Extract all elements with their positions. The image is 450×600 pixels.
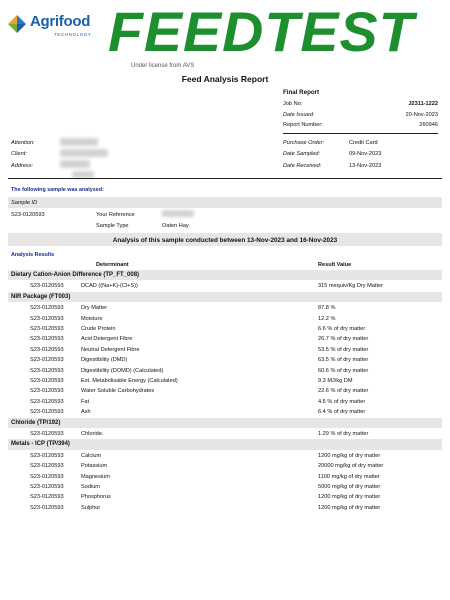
- redacted-attention: [60, 138, 98, 146]
- purchase-order-value: Credit Card: [349, 140, 378, 146]
- row-determinant: Magnesium: [81, 473, 110, 480]
- analysis-period-band: [8, 233, 442, 246]
- row-result: 63.5 % of dry matter: [318, 357, 369, 364]
- row-determinant: Dry Matter: [81, 305, 108, 312]
- row-result: 20000 mg/kg of dry matter: [318, 463, 384, 470]
- report-status: Final Report: [283, 89, 320, 96]
- row-determinant: Chloride.: [81, 431, 104, 437]
- row-determinant: Sulphur: [81, 504, 101, 511]
- row-determinant: Fat: [81, 398, 90, 405]
- job-number-label: Job No:: [283, 101, 303, 107]
- section-header: [8, 292, 442, 302]
- row-determinant: Ash: [81, 409, 91, 416]
- row-sample-id: S23-0120593: [30, 336, 64, 343]
- report-title: Feed Analysis Report: [181, 74, 269, 84]
- agrifood-logo-sub: TECHNOLOGY: [54, 32, 92, 37]
- row-sample-id: S23-0120593: [30, 283, 64, 290]
- table-row: [8, 397, 442, 407]
- table-row: [8, 407, 442, 417]
- row-sample-id: S23-0120593: [30, 367, 64, 374]
- report-number-label: Report Number:: [283, 122, 323, 128]
- row-determinant: Digestibility (DMD): [81, 357, 128, 364]
- redacted-client: [60, 149, 108, 157]
- job-number: [283, 101, 438, 110]
- sample-id: S23-0120593: [11, 212, 45, 218]
- attention-label: Attention:: [11, 140, 35, 146]
- redacted-address-2: [72, 171, 94, 178]
- section-header: [8, 439, 442, 449]
- agrifood-logo-name: Agrifood: [30, 13, 91, 30]
- agrifood-leaf-icon: [6, 13, 28, 35]
- row-result: 1200 mg/kg of dry matter: [318, 494, 381, 501]
- row-result: 12.2 %: [318, 315, 336, 322]
- row-result: 315 mequiv/Kg Dry Matter: [318, 283, 383, 290]
- row-result: 1.29 % of dry matter: [318, 431, 369, 437]
- agrifood-logo: [6, 13, 106, 45]
- table-row: [8, 472, 442, 482]
- row-determinant: Water Soluble Carbohydrates: [81, 388, 155, 395]
- reference-label: Your Reference: [96, 212, 135, 218]
- section-header: [8, 270, 442, 280]
- section-title: Chloride (TP/192): [11, 419, 61, 426]
- row-sample-id: S23-0120593: [30, 388, 64, 395]
- row-result: 6.6 % of dry matter: [318, 326, 366, 332]
- row-determinant: Calcium: [81, 452, 102, 459]
- row-sample-id: S23-0120593: [30, 494, 64, 501]
- section-title: Metals - ICP (TP/394): [11, 441, 70, 448]
- sample-intro: The following sample was analysed:: [11, 187, 104, 193]
- row-result: 53.5 % of dry matter: [318, 346, 369, 353]
- row-determinant: Potassium: [81, 463, 108, 470]
- table-row: [8, 482, 442, 492]
- row-sample-id: S23-0120593: [30, 473, 64, 480]
- table-row: [8, 451, 442, 461]
- row-sample-id: S23-0120593: [30, 378, 64, 384]
- date-issued: [283, 112, 438, 121]
- redacted-reference: [162, 210, 194, 217]
- row-sample-id: S23-0120593: [30, 305, 64, 312]
- feedtest-wordmark: FEEDTEST: [108, 0, 415, 63]
- row-result: 1100 mg/kg of dry matter: [318, 473, 380, 480]
- row-sample-id: S23-0120593: [30, 484, 64, 490]
- client-label: Client:: [11, 151, 27, 157]
- feedtest-logo: [108, 0, 415, 64]
- row-result: 1200 mg/kg of dry matter: [318, 504, 381, 511]
- divider: [283, 133, 438, 134]
- row-result: 5000 mg/kg of dry matter: [318, 484, 381, 490]
- row-determinant: Acid Detergent Fibre: [81, 336, 133, 343]
- row-sample-id: S23-0120593: [30, 326, 64, 332]
- row-determinant: Neutral Detergent Fibre: [81, 346, 140, 353]
- sample-id-header: Sample ID: [11, 199, 38, 206]
- row-sample-id: S23-0120593: [30, 398, 64, 405]
- date-sampled: [283, 151, 388, 160]
- section-title: NIR Package (FT003): [11, 293, 71, 300]
- date-issued-value: 20-Nov-2023: [405, 112, 438, 118]
- row-determinant: Crude Protein: [81, 326, 116, 332]
- row-determinant: Digestibility (DOMD) (Calculated): [81, 367, 164, 374]
- report-number-value: 260946: [419, 122, 438, 128]
- date-sampled-value: 09-Nov-2023: [349, 151, 382, 157]
- row-sample-id: S23-0120593: [30, 409, 64, 416]
- row-sample-id: S23-0120593: [30, 315, 64, 322]
- sample-type-value: Oaten Hay: [162, 223, 189, 229]
- row-determinant: Phosphorus: [81, 494, 111, 501]
- section-title: Dietary Cation-Anion Difference (TP_FT_008): [11, 272, 140, 278]
- table-row: [8, 303, 442, 313]
- table-row: [8, 503, 442, 513]
- row-determinant: Moisture: [81, 315, 103, 322]
- row-sample-id: S23-0120593: [30, 452, 64, 459]
- job-number-value: J2311-1222: [408, 101, 438, 107]
- table-row: [8, 334, 442, 344]
- row-result: 1200 mg/kg of dry matter: [318, 452, 381, 459]
- date-received-label: Date Received:: [283, 163, 322, 169]
- date-issued-label: Date Issued:: [283, 112, 315, 118]
- table-row: [8, 355, 442, 365]
- table-row: [8, 314, 442, 324]
- report-number: [283, 122, 438, 131]
- table-row: [8, 281, 442, 291]
- analysis-results-heading: Analysis Results: [11, 252, 55, 258]
- table-row: [8, 492, 442, 502]
- row-result: 9.3 MJ/kg DM: [318, 378, 353, 384]
- row-result: 4.5 % of dry matter: [318, 398, 366, 405]
- row-sample-id: S23-0120593: [30, 431, 64, 437]
- row-sample-id: S23-0120593: [30, 504, 64, 511]
- sample-type-label: Sample Type: [96, 223, 129, 229]
- row-determinant: Sodium: [81, 484, 100, 490]
- section-header: [8, 418, 442, 428]
- date-sampled-label: Date Sampled:: [283, 151, 321, 157]
- row-determinant: DCAD ((Na+K)-(Cl+S)): [81, 283, 138, 290]
- purchase-order-label: Purchase Order:: [283, 140, 325, 146]
- table-row: [8, 386, 442, 396]
- analysis-period: Analysis of this sample conducted between 13-Nov-2023 and 16-Nov-2023: [112, 236, 338, 244]
- row-result: 22.6 % of dry matter: [318, 388, 369, 395]
- license-note: Under license from AVS: [131, 63, 195, 69]
- table-row: [8, 324, 442, 334]
- column-result: Result Value: [318, 262, 352, 268]
- address-label: Address:: [11, 163, 34, 169]
- table-row: [8, 345, 442, 355]
- purchase-order: [283, 140, 388, 149]
- table-row: [8, 461, 442, 471]
- table-row: [8, 429, 442, 439]
- row-sample-id: S23-0120593: [30, 463, 64, 470]
- date-received: [283, 163, 388, 172]
- divider: [8, 178, 442, 179]
- table-row: [8, 376, 442, 386]
- sample-id-header-band: [8, 197, 442, 208]
- date-received-value: 13-Nov-2023: [349, 163, 382, 169]
- row-determinant: Est. Metabolisable Energy (Calculated): [81, 378, 178, 384]
- table-row: [8, 366, 442, 376]
- row-result: 87.8 %: [318, 305, 336, 312]
- row-result: 26.7 % of dry matter: [318, 336, 369, 343]
- row-sample-id: S23-0120593: [30, 357, 64, 364]
- row-sample-id: S23-0120593: [30, 346, 64, 353]
- row-result: 60.6 % of dry matter: [318, 367, 369, 374]
- row-result: 6.4 % of dry matter: [318, 409, 366, 416]
- column-determinant: Determinant: [96, 262, 129, 268]
- redacted-address: [60, 160, 90, 168]
